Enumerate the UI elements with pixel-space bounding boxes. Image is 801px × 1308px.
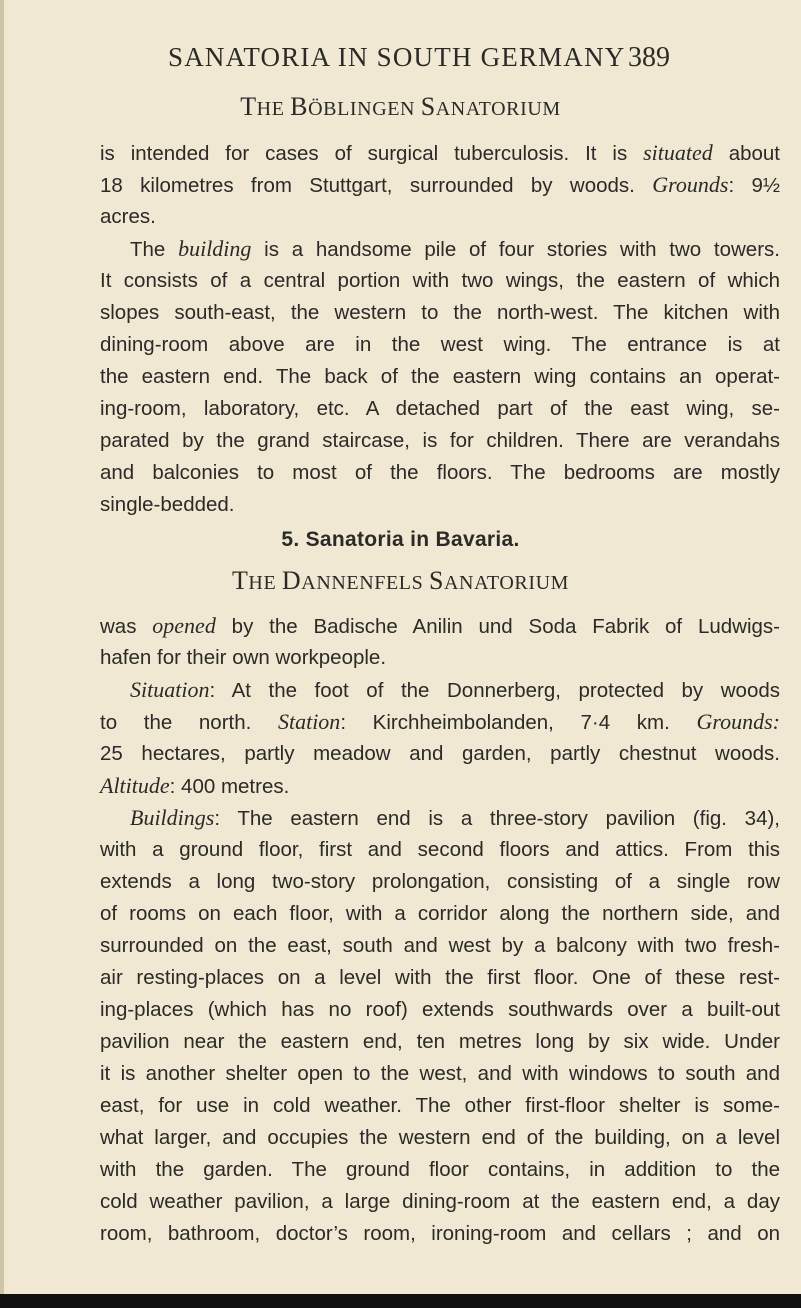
text-line: hafen for their own workpeople. <box>100 646 387 669</box>
text-line: acres. <box>100 205 156 228</box>
text-line: parated by the grand staircase, is for children. There are verandahs <box>100 429 780 452</box>
text-line: is intended for cases of surgical tuberculosis. It is situated about <box>100 140 780 165</box>
heading-cap: T <box>231 566 249 595</box>
text-line: ing-room, laboratory, etc. A detached part of the east wing, se- <box>100 397 780 420</box>
text-line: Altitude: 400 metres. <box>100 773 290 798</box>
text-line: slopes south-east, the western to the north-west. The kitchen with <box>100 301 780 324</box>
text-line: with the garden. The ground floor contains, in addition to the <box>100 1158 780 1181</box>
text-line: Buildings: The eastern end is a three-story pavilion (fig. 34), <box>130 805 780 830</box>
text-line: single-bedded. <box>100 493 235 516</box>
text-line: cold weather pavilion, a large dining-room at the eastern end, a day <box>100 1190 780 1213</box>
heading-cap: S <box>428 566 445 595</box>
text-line: pavilion near the eastern end, ten metres long by six wide. Under <box>100 1030 780 1053</box>
heading-small-caps: ANNENFELS <box>301 572 429 594</box>
text-line: dining-room above are in the west wing. The entrance is at <box>100 333 780 356</box>
text-line: 25 hectares, partly meadow and garden, partly chestnut woods. <box>100 742 780 765</box>
text-line: air resting-places on a level with the first floor. One of these rest- <box>100 966 780 989</box>
text-line: ing-places (which has no roof) extends southwards over a built-out <box>100 998 780 1021</box>
page-edge <box>0 0 4 1308</box>
text-line: of rooms on each floor, with a corridor along the northern side, and <box>100 902 780 925</box>
heading-cap: T <box>240 92 257 121</box>
text-line: what larger, and occupies the western end of the building, on a level <box>100 1126 780 1149</box>
text-line: to the north. Station: Kirchheimbolanden, 7·4 km. Grounds: <box>100 709 780 734</box>
heading-small-caps: HE <box>248 572 282 594</box>
text-line: room, bathroom, doctor’s room, ironing-room and cellars ; and on <box>100 1222 780 1245</box>
running-head-title: SANATORIA IN SOUTH GERMANY <box>168 42 626 72</box>
subsection-heading-bavaria: 5. Sanatoria in Bavaria. <box>281 528 520 551</box>
text-line: surrounded on the east, south and west by a balcony with two fresh- <box>100 934 780 957</box>
text-line: it is another shelter open to the west, and with windows to south and <box>100 1062 780 1085</box>
text-line: It consists of a central portion with two wings, the eastern of which <box>100 269 780 292</box>
text-line: extends a long two-story prolongation, consisting of a single row <box>100 870 780 893</box>
text-line: the eastern end. The back of the eastern wing contains an operat- <box>100 365 780 388</box>
text-line: was opened by the Badische Anilin und Soda Fabrik of Ludwigs- <box>100 613 781 638</box>
scan-border <box>0 1294 801 1308</box>
heading-small-caps: HE <box>256 98 291 120</box>
heading-small-caps: ÖBLINGEN <box>308 98 421 120</box>
page-number: 389 <box>628 42 670 73</box>
text-line: with a ground floor, first and second floors and attics. From this <box>100 838 780 861</box>
text-line: Situation: At the foot of the Donnerberg, protected by woods <box>130 677 780 702</box>
heading-cap: B <box>290 92 309 121</box>
heading-small-caps: ANATORIUM <box>444 572 570 594</box>
heading-cap: S <box>420 92 436 121</box>
heading-small-caps: ANATORIUM <box>435 98 561 120</box>
running-head <box>0 42 801 82</box>
text-line: The building is a handsome pile of four stories with two towers. <box>130 236 780 261</box>
section-heading-dannenfels <box>0 566 801 596</box>
text-line: and balconies to most of the floors. The bedrooms are mostly <box>100 461 780 484</box>
text-line: east, for use in cold weather. The other first-floor shelter is some- <box>100 1094 780 1117</box>
section-heading-boblingen <box>0 92 801 122</box>
text-line: 18 kilometres from Stuttgart, surrounded by woods. Grounds: 9½ <box>100 172 780 197</box>
heading-cap: D <box>281 566 302 595</box>
